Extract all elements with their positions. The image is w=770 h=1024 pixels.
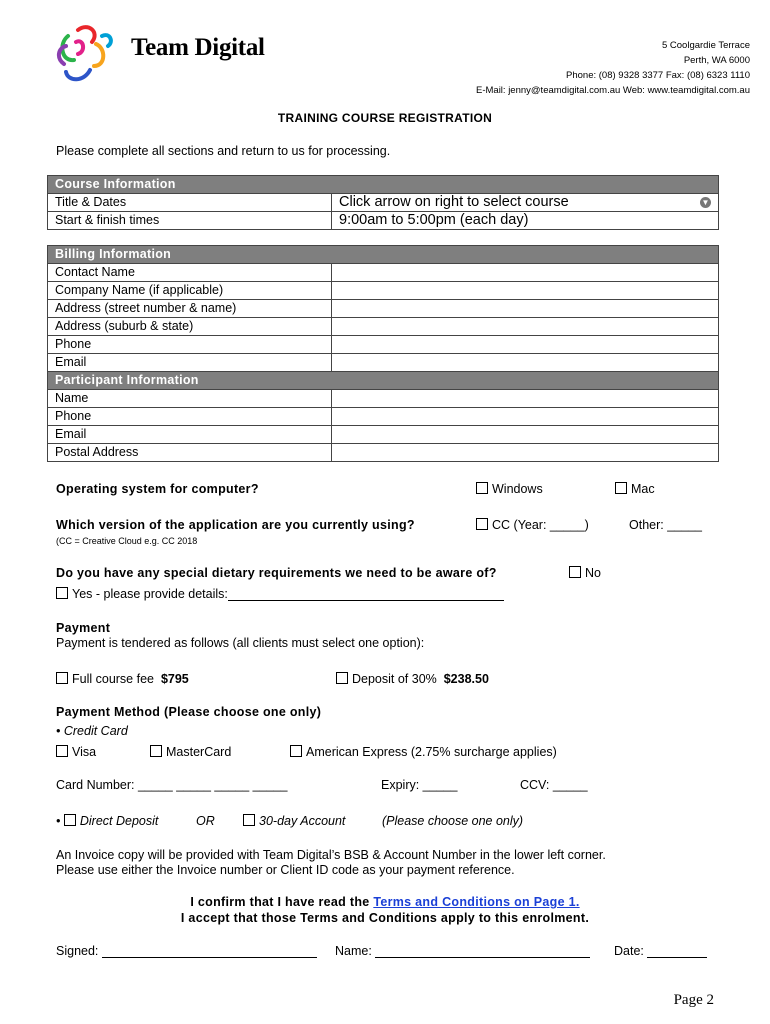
version-question: Which version of the application are you currently using? [56,518,415,532]
billing-field-label: Phone [48,336,332,354]
direct-deposit-label: Direct Deposit [79,814,159,828]
times-label: Start & finish times [48,212,332,230]
confirm-line1 [0,895,770,909]
choose-one-note: (Please choose one only) [382,814,524,828]
billing-field-label: Company Name (if applicable) [48,282,332,300]
cc-checkbox[interactable] [476,518,488,530]
date-field[interactable] [614,944,707,958]
visa-option[interactable] [56,745,96,759]
no-checkbox[interactable] [569,566,581,578]
participant-field-label: Postal Address [48,444,332,462]
expiry-field[interactable]: Expiry: _____ [381,778,458,792]
billing-heading: Billing Information [48,246,719,264]
title-dates-label: Title & Dates [48,194,332,212]
date-label: Date: [614,944,644,958]
street-address-input[interactable] [332,300,719,318]
deposit-label: Deposit of 30% [352,672,437,686]
windows-checkbox[interactable] [476,482,488,494]
intro-text: Please complete all sections and return to us for processing. [56,144,391,158]
participant-heading: Participant Information [48,372,719,390]
date-line[interactable] [647,957,707,958]
billing-info-table [47,245,719,462]
dietary-yes-option[interactable] [56,587,504,601]
course-select-value: Click arrow on right to select course [339,194,569,210]
visa-checkbox[interactable] [56,745,68,757]
billing-phone-input[interactable] [332,336,719,354]
address-line1: 5 Coolgardie Terrace [661,40,750,51]
full-fee-checkbox[interactable] [56,672,68,684]
email-web: E-Mail: jenny@teamdigital.com.au Web: www.teamdigital.com.au [476,85,750,96]
cc-label: CC (Year: _____) [492,518,589,532]
contact-name-input[interactable] [332,264,719,282]
card-number-field[interactable]: Card Number: _____ _____ _____ _____ [56,778,288,792]
version-other[interactable]: Other: _____ [629,518,702,532]
full-fee-option[interactable] [56,672,189,686]
participant-field-label: Email [48,426,332,444]
deposit-amount: $238.50 [443,672,489,686]
billing-field-label: Address (street number & name) [48,300,332,318]
dietary-no-option[interactable] [569,566,601,580]
mastercard-label: MasterCard [166,745,232,759]
participant-field-label: Phone [48,408,332,426]
participant-phone-input[interactable] [332,408,719,426]
payment-method-heading: Payment Method (Please choose one only) [56,705,322,719]
dietary-question: Do you have any special dietary requirements we need to be aware of? [56,566,497,580]
course-select[interactable] [332,194,719,212]
page-number: Page 2 [673,992,714,1008]
logo-text: Team Digital [131,34,265,61]
credit-card-label: Credit Card [63,724,128,738]
address-line2: Perth, WA 6000 [683,55,750,66]
amex-label: American Express (2.75% surcharge applies) [306,745,557,759]
participant-field-label: Name [48,390,332,408]
billing-field-label: Contact Name [48,264,332,282]
account-label: 30-day Account [259,814,346,828]
visa-label: Visa [72,745,97,759]
os-mac-option[interactable] [615,482,655,496]
full-fee-amount: $795 [160,672,189,686]
yes-label: Yes - please provide details: [72,587,228,601]
invoice-line2: Please use either the Invoice number or Client ID code as your payment reference. [56,863,515,877]
full-fee-label: Full course fee [72,672,154,686]
deposit-option[interactable] [336,672,489,686]
ccv-field[interactable]: CCV: _____ [520,778,588,792]
direct-deposit-option[interactable]: • Direct Deposit [56,814,159,828]
page-title: TRAINING COURSE REGISTRATION [277,111,493,125]
mac-checkbox[interactable] [615,482,627,494]
terms-link[interactable]: Terms and Conditions on Page 1. [373,895,580,909]
billing-field-label: Address (suburb & state) [48,318,332,336]
confirm-text: I confirm that I have read the [190,895,374,909]
signed-field[interactable] [56,944,317,958]
no-label: No [585,566,601,580]
credit-card-heading: • Credit Card [56,724,128,738]
mastercard-option[interactable] [150,745,231,759]
version-note: (CC = Creative Cloud e.g. CC 2018 [56,536,198,546]
account-checkbox[interactable] [243,814,255,826]
confirm-line2: I accept that those Terms and Conditions apply to this enrolment. [180,911,590,925]
invoice-line1: An Invoice copy will be provided with Team Digital’s BSB & Account Number in the lower left corner. [56,848,606,862]
chevron-down-icon[interactable]: ▼ [701,198,710,207]
payment-heading: Payment [56,621,111,635]
signed-label: Signed: [56,944,99,958]
times-value[interactable]: 9:00am to 5:00pm (each day) [332,212,719,230]
name-line[interactable] [375,957,590,958]
direct-deposit-checkbox[interactable] [64,814,76,826]
dietary-details-line[interactable] [228,600,504,601]
suburb-state-input[interactable] [332,318,719,336]
course-info-heading: Course Information [48,176,719,194]
mac-label: Mac [631,482,655,496]
amex-checkbox[interactable] [290,745,302,757]
company-name-input[interactable] [332,282,719,300]
deposit-checkbox[interactable] [336,672,348,684]
payment-text: Payment is tendered as follows (all clients must select one option): [56,636,425,650]
os-windows-option[interactable] [476,482,543,496]
billing-email-input[interactable] [332,354,719,372]
name-field[interactable] [335,944,590,958]
phone-fax: Phone: (08) 9328 3377 Fax: (08) 6323 1110 [566,70,750,81]
windows-label: Windows [492,482,543,496]
account-option[interactable] [243,814,345,828]
contact-block [476,38,750,98]
version-cc-option[interactable] [476,518,589,532]
amex-option[interactable] [290,745,557,759]
or-text: OR [196,814,215,828]
postal-address-input[interactable] [332,444,719,462]
billing-field-label: Email [48,354,332,372]
signed-line[interactable] [102,957,317,958]
yes-checkbox[interactable] [56,587,68,599]
os-question: Operating system for computer? [56,482,259,496]
participant-email-input[interactable] [332,426,719,444]
participant-name-input[interactable] [332,390,719,408]
mastercard-checkbox[interactable] [150,745,162,757]
name-label: Name: [335,944,372,958]
course-info-table [47,175,719,230]
